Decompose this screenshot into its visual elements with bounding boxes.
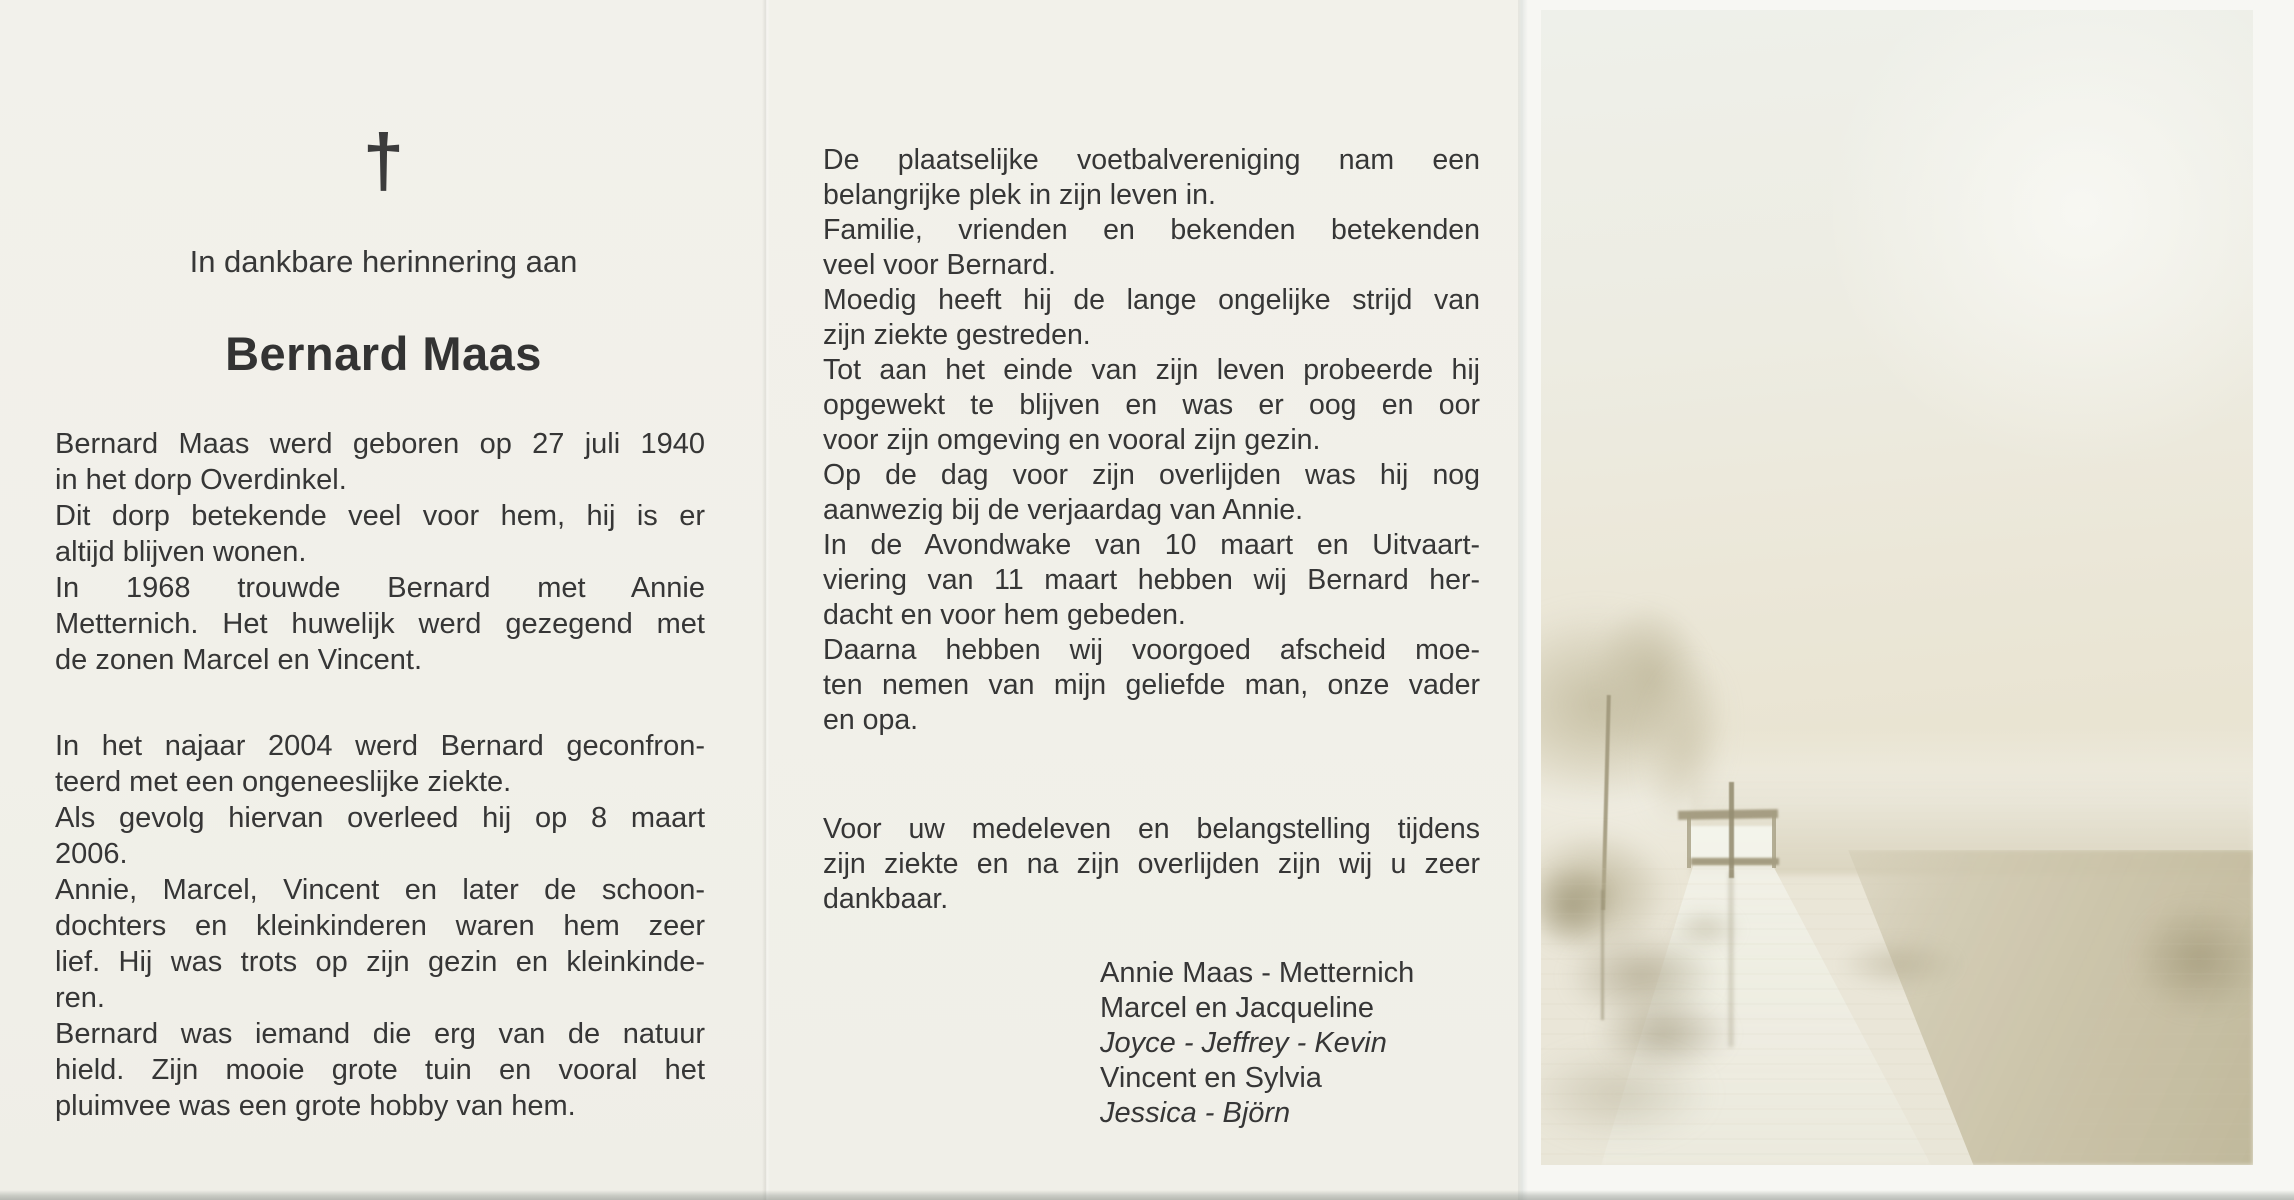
text-line: lief. Hij was trots op zijn gezin en kleinkinde- <box>55 946 705 978</box>
scan-bottom-shadow <box>0 1190 2294 1200</box>
text-line: veel voor Bernard. <box>823 249 1056 281</box>
text-line: dochters en kleinkinderen waren hem zeer <box>55 910 705 942</box>
text-line: 2006. <box>55 838 128 870</box>
text-line: in het dorp Overdinkel. <box>55 464 347 496</box>
text-line: Bernard Maas werd geboren op 27 juli 1940 <box>55 428 705 460</box>
text-line: Tot aan het einde van zijn leven probeerde hij <box>823 354 1480 386</box>
family-names <box>1100 956 1480 1131</box>
text-line: en opa. <box>823 704 919 736</box>
text-line: viering van 11 maart hebben wij Bernard her- <box>823 564 1480 596</box>
text-line: Voor uw medeleven en belangstelling tijdens <box>823 813 1480 845</box>
panel-left <box>0 0 767 1200</box>
deceased-name: Bernard Maas <box>225 327 542 380</box>
photo-bridge-post <box>1729 782 1734 878</box>
panel-middle <box>767 0 1523 1200</box>
text-line: pluimvee was een grote hobby van hem. <box>55 1090 576 1122</box>
photo-bridge-rail <box>1678 809 1778 820</box>
photo-reflection <box>1669 908 1741 950</box>
photo-post-reflection <box>1729 872 1733 1047</box>
landscape-photo <box>1541 10 2253 1165</box>
cross-icon: † <box>362 119 405 202</box>
text-line: aanwezig bij de verjaardag van Annie. <box>823 494 1304 526</box>
photo-sky <box>1821 10 2253 470</box>
biography-paragraph-1 <box>55 426 705 678</box>
text-line: dankbaar. <box>823 883 949 915</box>
text-line: zijn ziekte en na zijn overlijden zijn wij u zeer <box>823 848 1480 880</box>
text-line: Daarna hebben wij voorgoed afscheid moe- <box>823 634 1480 666</box>
text-line: zijn ziekte gestreden. <box>823 319 1091 351</box>
text-line: In 1968 trouwde Bernard met Annie <box>55 572 705 604</box>
fold-crease-right <box>1518 0 1528 1200</box>
text-line: ren. <box>55 982 105 1014</box>
photo-bridge-sill <box>1691 858 1779 865</box>
text-line: In de Avondwake van 10 maart en Uitvaart- <box>823 529 1480 561</box>
text-line: Joyce - Jeffrey - Kevin <box>1100 1027 1387 1059</box>
text-line: In het najaar 2004 werd Bernard geconfron- <box>55 730 705 762</box>
text-line: De plaatselijke voetbalvereniging nam een <box>823 144 1480 176</box>
text-line: Jessica - Björn <box>1100 1097 1291 1129</box>
text-line: hield. Zijn mooie grote tuin en vooral het <box>55 1054 705 1086</box>
fold-crease-left <box>762 0 770 1200</box>
photo-bridge-post <box>1772 811 1776 868</box>
text-line: de zonen Marcel en Vincent. <box>55 644 423 676</box>
text-line: opgewekt te blijven en was er oog en oor <box>823 389 1480 421</box>
text-line: Metternich. Het huwelijk werd gezegend met <box>55 608 705 640</box>
text-line: Bernard was iemand die erg van de natuur <box>55 1018 705 1050</box>
text-line: belangrijke plek in zijn leven in. <box>823 179 1216 211</box>
text-line: Vincent en Sylvia <box>1100 1062 1322 1094</box>
text-line: altijd blijven wonen. <box>55 536 307 568</box>
tribute-paragraph <box>823 143 1480 738</box>
memorial-intro: In dankbare herinnering aan <box>189 244 578 279</box>
acknowledgement-paragraph <box>823 812 1480 917</box>
text-line: Familie, vrienden en bekenden betekenden <box>823 214 1480 246</box>
text-line: Annie, Marcel, Vincent en later de schoon- <box>55 874 705 906</box>
panel-photo <box>1523 0 2294 1200</box>
text-line: dacht en voor hem gebeden. <box>823 599 1186 631</box>
text-line: Als gevolg hiervan overleed hij op 8 maart <box>55 802 705 834</box>
text-line: Marcel en Jacqueline <box>1100 992 1375 1024</box>
text-line: Dit dorp betekende veel voor hem, hij is er <box>55 500 705 532</box>
text-line: ten nemen van mijn geliefde man, onze vader <box>823 669 1480 701</box>
text-line: voor zijn omgeving en vooral zijn gezin. <box>823 424 1321 456</box>
text-line: Moedig heeft hij de lange ongelijke strijd van <box>823 284 1480 316</box>
biography-paragraph-2 <box>55 728 705 1124</box>
text-line: teerd met een ongeneeslijke ziekte. <box>55 766 512 798</box>
text-line: Op de dag voor zijn overlijden was hij nog <box>823 459 1480 491</box>
photo-bridge-post <box>1687 813 1691 868</box>
text-line: Annie Maas - Metternich <box>1100 957 1415 989</box>
